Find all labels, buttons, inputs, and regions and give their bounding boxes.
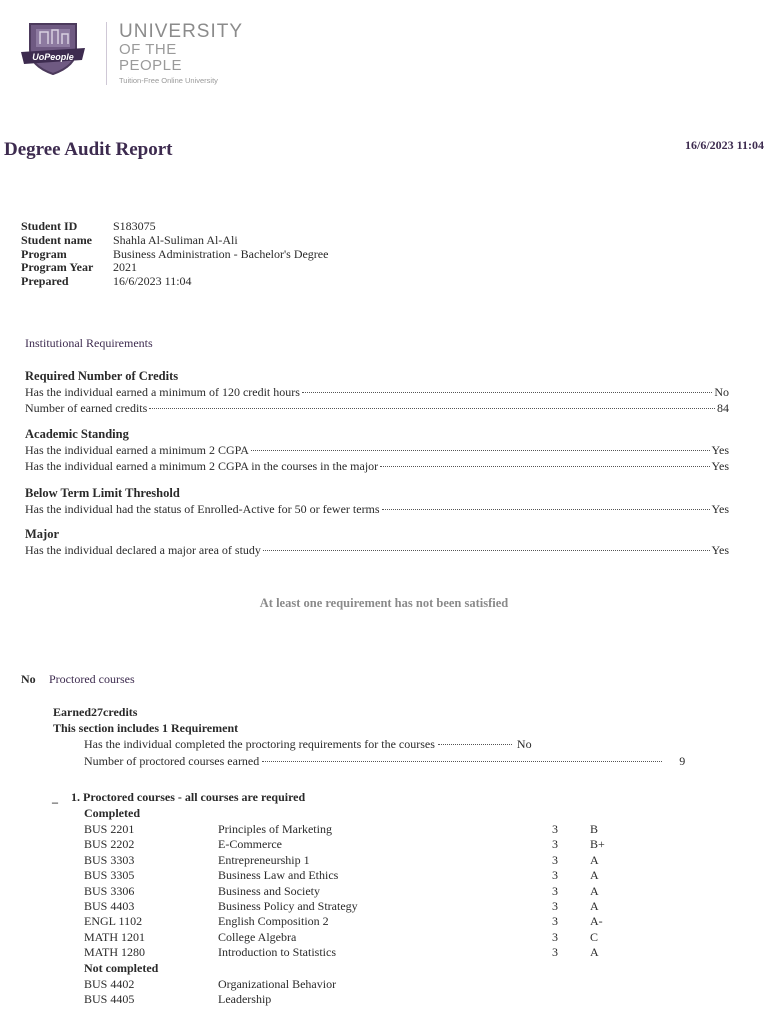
course-credits: 3 xyxy=(552,852,558,867)
proctored-a2: 9 xyxy=(679,754,686,768)
term-limit-heading: Below Term Limit Threshold xyxy=(25,486,180,500)
proctored-requirement-title: 1. Proctored courses - all courses are required xyxy=(71,790,306,804)
course-grade: A xyxy=(590,868,599,883)
proctored-includes: This section includes 1 Requirement xyxy=(53,721,239,735)
course-credits: 3 xyxy=(552,822,558,836)
course-credits: 3 xyxy=(552,914,558,929)
proctored-row-1 xyxy=(84,737,532,752)
course-code: BUS 3303 xyxy=(84,852,135,867)
course-code: MATH 1201 xyxy=(84,929,146,944)
leader-dots xyxy=(251,450,710,451)
credits-requirement xyxy=(25,369,729,416)
badge-text: UoPeople xyxy=(32,52,74,62)
standing-a1: Yes xyxy=(711,443,729,457)
proctored-earned: Earned27credits xyxy=(53,705,138,719)
prepared-value: 16/6/2023 11:04 xyxy=(113,274,192,289)
major-q1: Has the individual declared a major area of study xyxy=(25,543,261,557)
major-heading: Major xyxy=(25,527,60,541)
student-id-label: Student ID xyxy=(21,219,78,233)
program-row xyxy=(21,248,328,262)
course-credits: 3 xyxy=(552,929,558,944)
course-name: College Algebra xyxy=(218,929,297,944)
logo-line-university: UNIVERSITY xyxy=(119,21,244,42)
course-grade: A xyxy=(590,883,599,898)
course-grade: A xyxy=(590,852,599,867)
leader-dots xyxy=(262,761,662,762)
credits-a2: 84 xyxy=(717,401,729,415)
proctored-row-2 xyxy=(84,754,685,769)
course-row xyxy=(84,992,624,1007)
completed-label: Completed xyxy=(84,806,140,820)
program-label: Program xyxy=(21,246,67,261)
prepared-label: Prepared xyxy=(21,274,69,289)
course-name: Business and Society xyxy=(218,883,320,898)
course-code: BUS 2201 xyxy=(84,822,135,836)
course-credits: 3 xyxy=(552,899,558,913)
course-row xyxy=(84,884,624,899)
credits-row-2 xyxy=(25,400,729,416)
major-requirement xyxy=(25,527,729,558)
course-grade: A xyxy=(590,899,599,913)
standing-q2: Has the individual earned a minimum 2 CGPA in the courses in the major xyxy=(25,459,379,473)
course-credits: 3 xyxy=(552,837,558,852)
logo-wordmark xyxy=(106,22,243,85)
logo-line-of-the-people: OF THE PEOPLE xyxy=(119,41,183,74)
term-limit-requirement xyxy=(25,486,729,517)
course-row xyxy=(84,837,624,852)
proctored-status: No xyxy=(21,672,36,686)
credits-heading: Required Number of Credits xyxy=(25,369,179,383)
course-row xyxy=(84,868,624,883)
course-code: BUS 4405 xyxy=(84,992,135,1007)
program-value: Business Administration - Bachelor's Degree xyxy=(113,246,329,261)
course-row xyxy=(84,945,624,960)
leader-dots xyxy=(302,392,712,393)
course-code: BUS 3305 xyxy=(84,868,135,883)
not-completed-label: Not completed xyxy=(84,961,159,975)
proctored-a1: No xyxy=(516,737,532,751)
student-name-row xyxy=(21,234,328,248)
major-a1: Yes xyxy=(711,543,729,557)
standing-a2: Yes xyxy=(711,459,729,473)
course-row xyxy=(84,853,624,868)
course-grade: A xyxy=(590,945,599,960)
collapse-toggle[interactable]: _ xyxy=(52,791,58,805)
standing-requirement xyxy=(25,427,729,474)
course-name: Organizational Behavior xyxy=(218,977,337,991)
term-limit-a1: Yes xyxy=(711,502,729,516)
student-name-label: Student name xyxy=(21,232,93,247)
proctored-q2: Number of proctored courses earned xyxy=(84,754,260,768)
course-name: Principles of Marketing xyxy=(218,822,332,836)
course-name: E-Commerce xyxy=(218,837,282,852)
course-grade: A- xyxy=(590,914,603,929)
course-code: BUS 4402 xyxy=(84,977,135,991)
course-row xyxy=(84,930,624,945)
university-logo xyxy=(18,18,244,85)
program-year-value: 2021 xyxy=(113,260,137,275)
standing-row-2 xyxy=(25,458,729,474)
course-grade: B+ xyxy=(590,837,605,852)
course-name: Business Law and Ethics xyxy=(218,868,339,883)
credits-a1: No xyxy=(714,385,729,399)
course-row xyxy=(84,914,624,929)
standing-q1: Has the individual earned a minimum 2 CGPA xyxy=(25,443,249,457)
course-row xyxy=(84,977,624,992)
course-code: BUS 4403 xyxy=(84,899,135,913)
proctored-title: Proctored courses xyxy=(49,672,135,686)
student-id-row xyxy=(21,220,328,234)
leader-dots xyxy=(149,408,715,409)
leader-dots xyxy=(263,550,710,551)
course-code: ENGL 1102 xyxy=(84,914,143,929)
logo-tagline: Tuition-Free Online University xyxy=(119,76,218,85)
program-year-label: Program Year xyxy=(21,260,94,275)
course-name: Business Policy and Strategy xyxy=(218,899,358,913)
course-code: BUS 3306 xyxy=(84,883,135,898)
program-year-row xyxy=(21,261,328,275)
institutional-requirements-title: Institutional Requirements xyxy=(25,336,153,350)
course-credits: 3 xyxy=(552,883,558,898)
term-limit-q1: Has the individual had the status of Enrolled-Active for 50 or fewer terms xyxy=(25,502,380,516)
credits-q1: Has the individual earned a minimum of 120 credit hours xyxy=(25,385,300,399)
course-name: Introduction to Statistics xyxy=(218,945,336,960)
credits-q2: Number of earned credits xyxy=(25,401,148,415)
report-datetime: 16/6/2023 11:04 xyxy=(684,138,764,152)
course-code: MATH 1280 xyxy=(84,945,146,960)
term-limit-row-1 xyxy=(25,501,729,517)
proctored-q1: Has the individual completed the proctoring requirements for the courses xyxy=(84,737,435,751)
leader-dots xyxy=(438,744,512,745)
course-name: Entrepreneurship 1 xyxy=(218,852,310,867)
page-title: Degree Audit Report xyxy=(4,139,173,160)
student-id-value: S183075 xyxy=(113,219,156,233)
course-credits: 3 xyxy=(552,945,558,960)
standing-row-1 xyxy=(25,442,729,458)
student-name-value: Shahla Al-Suliman Al-Ali xyxy=(113,232,238,247)
prepared-row xyxy=(21,275,328,289)
leader-dots xyxy=(380,466,709,467)
uopeople-badge-icon xyxy=(18,18,88,76)
course-name: English Composition 2 xyxy=(218,914,329,929)
standing-heading: Academic Standing xyxy=(25,427,129,441)
major-row-1 xyxy=(25,542,729,558)
requirement-warning: At least one requirement has not been satisfied xyxy=(259,596,509,610)
course-row xyxy=(84,822,624,837)
course-grade: C xyxy=(590,929,599,944)
credits-row-1 xyxy=(25,384,729,400)
course-grade: B xyxy=(590,822,599,836)
course-code: BUS 2202 xyxy=(84,837,135,852)
leader-dots xyxy=(382,509,710,510)
student-info-table xyxy=(21,220,328,289)
course-credits: 3 xyxy=(552,868,558,883)
course-row xyxy=(84,899,624,914)
course-name: Leadership xyxy=(218,992,272,1007)
